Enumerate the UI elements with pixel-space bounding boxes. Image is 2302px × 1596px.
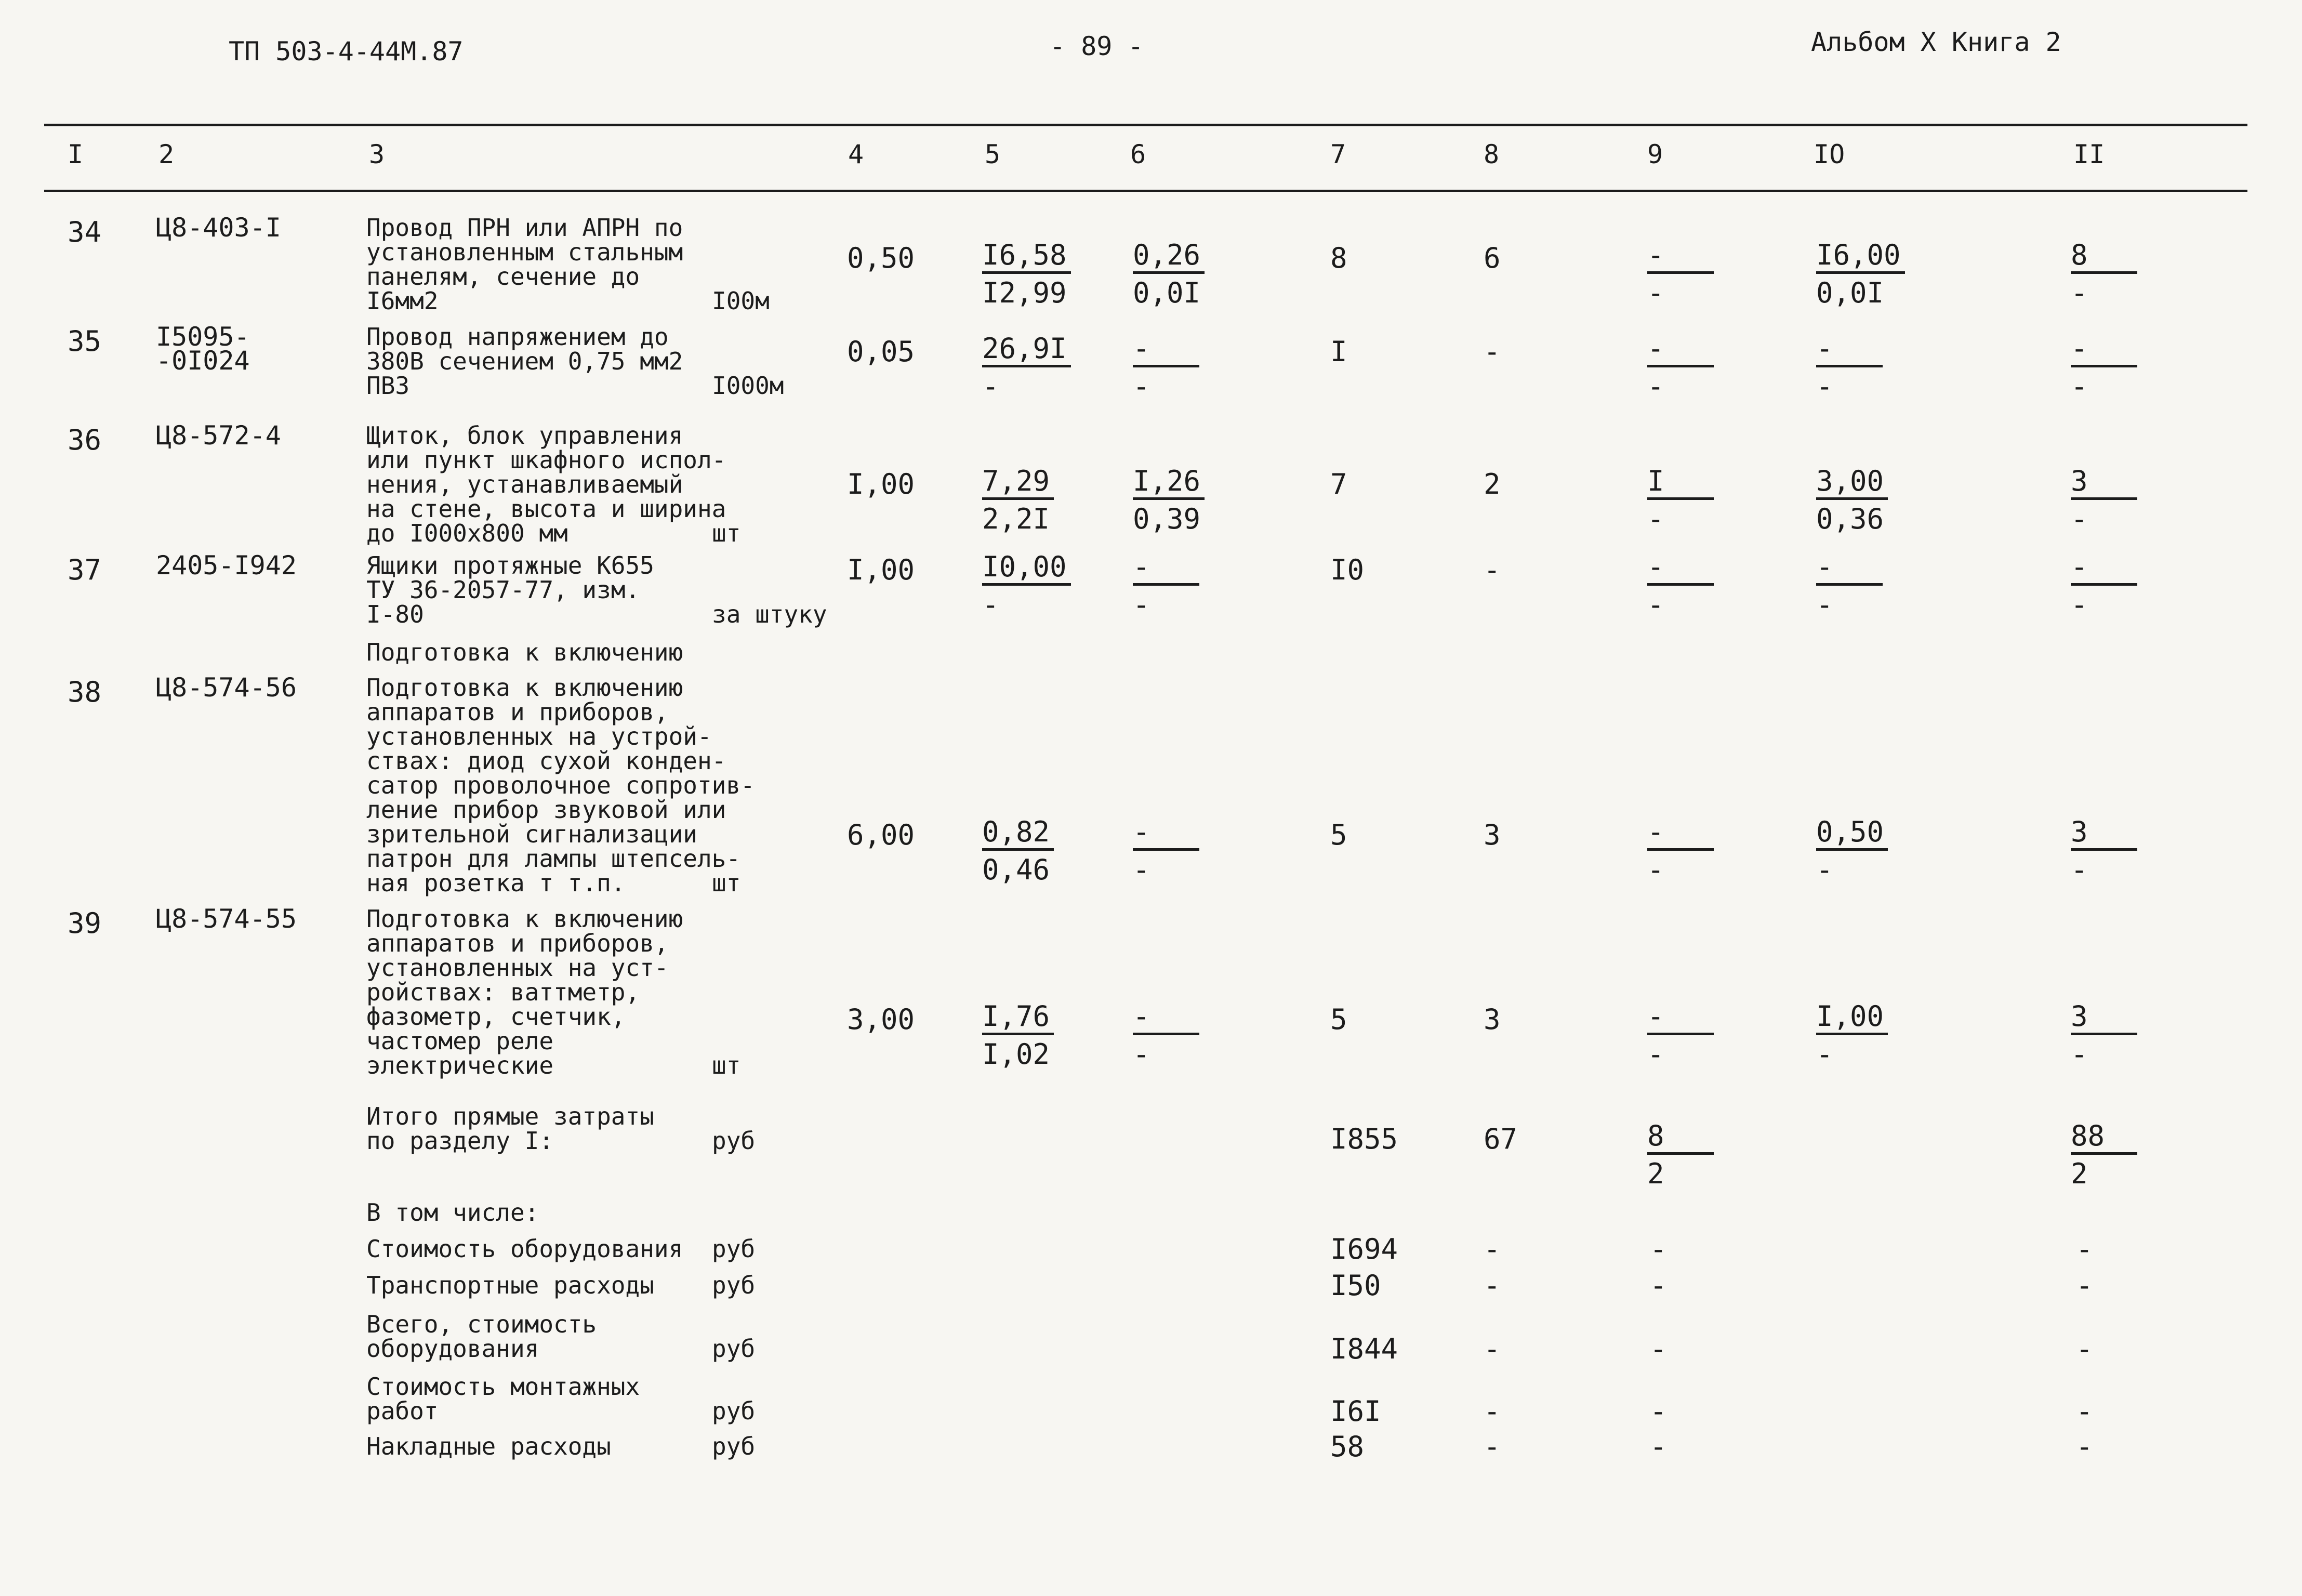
col5-value-numerator: 7,29 — [982, 465, 1054, 500]
col6-value-denominator: - — [1133, 1038, 1150, 1071]
col5-value — [982, 465, 1054, 535]
breakdown-col8: - — [1484, 1395, 1501, 1428]
col11-value — [2071, 816, 2137, 886]
col11-value — [2071, 551, 2137, 621]
totals-label: Итого прямые затраты по разделу I: — [366, 1102, 654, 1155]
col10-value-denominator: 0,36 — [1816, 503, 1884, 535]
col5-value-denominator: - — [982, 370, 999, 403]
row-number: 36 — [68, 424, 102, 456]
col5-value-numerator: I,76 — [982, 1000, 1054, 1035]
col10-value — [1816, 465, 1888, 535]
col5-value-denominator: 0,46 — [982, 853, 1050, 886]
col10-value — [1816, 239, 1905, 309]
col5-value-numerator: 0,82 — [982, 816, 1054, 851]
item-unit: I000м — [712, 372, 784, 400]
item-unit: за штуку — [712, 600, 827, 628]
quantity: 6,00 — [847, 819, 915, 851]
item-code: Ц8-574-56 — [156, 672, 297, 703]
totals-col9-numerator: 8 — [1647, 1120, 1714, 1155]
col5-value-numerator: I0,00 — [982, 551, 1071, 586]
breakdown-col9: - — [1650, 1333, 1667, 1365]
breakdown-label: Накладные расходы — [366, 1432, 611, 1460]
totals-col9-denominator: 2 — [1647, 1157, 1664, 1190]
breakdown-col7: I50 — [1330, 1269, 1381, 1302]
item-description: Подготовка к включению аппаратов и приборов, установленных на устрой- ствах: диод сухой конден- сатор проволочное сопротив- ление прибор звуковой или зрительной сигнализации патрон для лампы штепсель- ная розетка т т.п. — [366, 674, 755, 897]
header-top-rule — [44, 124, 2247, 126]
col7-value: 5 — [1330, 819, 1347, 851]
col9-value-denominator: - — [1647, 503, 1664, 535]
breakdown-col11: - — [2076, 1269, 2093, 1302]
col5-value-denominator: I,02 — [982, 1038, 1050, 1071]
totals-col7: I855 — [1330, 1123, 1398, 1155]
col11-value-numerator: 8 — [2071, 239, 2137, 274]
quantity: 3,00 — [847, 1003, 915, 1036]
breakdown-col7: I6I — [1330, 1395, 1381, 1428]
col10-value-denominator: - — [1816, 853, 1833, 886]
col8-value: - — [1484, 335, 1501, 368]
breakdown-label: Всего, стоимость оборудования — [366, 1310, 597, 1363]
col6-value — [1133, 1000, 1199, 1071]
including-label: В том числе: — [366, 1198, 539, 1226]
col6-value — [1133, 333, 1199, 403]
row-number: 35 — [68, 325, 102, 358]
col8-value: 3 — [1484, 819, 1501, 851]
col9-value-numerator: I — [1647, 465, 1714, 500]
col9-value-denominator: - — [1647, 276, 1664, 309]
document-code: ТП 503-4-44М.87 — [229, 36, 464, 67]
item-unit: шт — [712, 519, 741, 547]
col10-value-numerator: I,00 — [1816, 1000, 1888, 1035]
col8-value: 6 — [1484, 242, 1501, 274]
col9-value — [1647, 551, 1714, 621]
col11-value-denominator: - — [2071, 503, 2088, 535]
totals-unit: руб — [712, 1127, 756, 1155]
column-number-7: 7 — [1330, 139, 1346, 169]
col5-value — [982, 333, 1071, 403]
col6-value-numerator: - — [1133, 816, 1199, 851]
column-number-10: IO — [1814, 139, 1845, 169]
row-number: 37 — [68, 553, 102, 586]
breakdown-col7: I844 — [1330, 1333, 1398, 1365]
row-number: 39 — [68, 907, 102, 940]
breakdown-unit: руб — [712, 1235, 756, 1263]
col10-value-numerator: 3,00 — [1816, 465, 1888, 500]
totals-col11 — [2071, 1120, 2137, 1190]
col6-value — [1133, 816, 1199, 886]
col11-value-numerator: 3 — [2071, 465, 2137, 500]
col7-value: 7 — [1330, 468, 1347, 500]
totals-col9 — [1647, 1120, 1714, 1190]
column-number-8: 8 — [1484, 139, 1500, 169]
col9-value — [1647, 465, 1714, 535]
col8-value: 2 — [1484, 468, 1501, 500]
item-description: Подготовка к включению аппаратов и приборов, установленных на уст- ройствах: ваттметр, фазометр, счетчик, частомер реле электрические — [366, 905, 683, 1079]
col10-value-numerator: 0,50 — [1816, 816, 1888, 851]
col5-value-denominator: I2,99 — [982, 276, 1067, 309]
col9-value-numerator: - — [1647, 551, 1714, 586]
col11-value-denominator: - — [2071, 370, 2088, 403]
col8-value: - — [1484, 553, 1501, 586]
breakdown-col11: - — [2076, 1430, 2093, 1463]
col9-value-numerator: - — [1647, 333, 1714, 367]
col8-value: 3 — [1484, 1003, 1501, 1036]
album-label: Альбом X Книга 2 — [1811, 27, 2061, 57]
col5-value — [982, 239, 1071, 309]
quantity: 0,50 — [847, 242, 915, 274]
column-number-11: II — [2073, 139, 2105, 169]
column-number-4: 4 — [848, 139, 864, 169]
col7-value: I — [1330, 335, 1347, 368]
col5-value — [982, 816, 1054, 886]
item-description: Щиток, блок управления или пункт шкафного испол- нения, устанавливаемый на стене, высота и ширина до I000х800 мм — [366, 421, 726, 547]
column-number-2: 2 — [158, 139, 175, 169]
col11-value-denominator: - — [2071, 276, 2088, 309]
header-bottom-rule — [44, 190, 2247, 192]
col6-value-denominator: 0,39 — [1133, 503, 1201, 535]
col11-value-numerator: 3 — [2071, 816, 2137, 851]
col6-value-numerator: 0,26 — [1133, 239, 1205, 274]
col6-value-denominator: - — [1133, 853, 1150, 886]
col11-value — [2071, 239, 2137, 309]
col10-value-denominator: 0,0I — [1816, 276, 1884, 309]
col9-value-numerator: - — [1647, 1000, 1714, 1035]
col7-value: 8 — [1330, 242, 1347, 274]
col5-value-denominator: 2,2I — [982, 503, 1050, 535]
breakdown-label: Транспортные расходы — [366, 1271, 654, 1299]
col9-value-denominator: - — [1647, 853, 1664, 886]
col5-value-denominator: - — [982, 588, 999, 621]
col7-value: 5 — [1330, 1003, 1347, 1036]
col11-value-denominator: - — [2071, 588, 2088, 621]
col9-value-denominator: - — [1647, 588, 1664, 621]
col11-value — [2071, 333, 2137, 403]
col6-value — [1133, 551, 1199, 621]
column-number-9: 9 — [1647, 139, 1663, 169]
item-unit: шт — [712, 1051, 741, 1079]
breakdown-col8: - — [1484, 1269, 1501, 1302]
item-unit: шт — [712, 869, 741, 897]
col6-value-numerator: - — [1133, 551, 1199, 586]
column-number-5: 5 — [985, 139, 1001, 169]
quantity: I,00 — [847, 553, 915, 586]
col10-value-numerator: I6,00 — [1816, 239, 1905, 274]
item-description: Ящики протяжные К655 ТУ 36-2057-77, изм. I-80 — [366, 551, 654, 628]
col6-value — [1133, 465, 1205, 535]
column-number-1: I — [68, 139, 84, 169]
totals-col8: 67 — [1484, 1123, 1518, 1155]
breakdown-col9: - — [1650, 1430, 1667, 1463]
breakdown-col9: - — [1650, 1395, 1667, 1428]
col11-value-numerator: 3 — [2071, 1000, 2137, 1035]
col10-value-denominator: - — [1816, 370, 1833, 403]
col10-value-numerator: - — [1816, 551, 1883, 586]
col10-value-denominator: - — [1816, 588, 1833, 621]
breakdown-col7: I694 — [1330, 1233, 1398, 1265]
breakdown-unit: руб — [712, 1432, 756, 1460]
breakdown-label: Стоимость оборудования — [366, 1235, 683, 1263]
col9-value — [1647, 816, 1714, 886]
breakdown-col9: - — [1650, 1233, 1667, 1265]
col6-value-denominator: - — [1133, 370, 1150, 403]
breakdown-unit: руб — [712, 1271, 756, 1299]
breakdown-col11: - — [2076, 1333, 2093, 1365]
col11-value-numerator: - — [2071, 333, 2137, 367]
col6-value — [1133, 239, 1205, 309]
item-code: Ц8-574-55 — [156, 904, 297, 934]
col9-value-numerator: - — [1647, 816, 1714, 851]
breakdown-col8: - — [1484, 1333, 1501, 1365]
breakdown-col8: - — [1484, 1430, 1501, 1463]
col10-value — [1816, 1000, 1888, 1071]
item-code: 2405-I942 — [156, 550, 297, 581]
col6-value-numerator: - — [1133, 333, 1199, 367]
column-number-6: 6 — [1130, 139, 1146, 169]
col7-value: I0 — [1330, 553, 1365, 586]
item-description: Провод напряжением до 380В сечением 0,75 мм2 ПВЗ — [366, 323, 683, 400]
page-number: - 89 - — [1050, 31, 1144, 61]
col10-value — [1816, 816, 1888, 886]
col11-value-denominator: - — [2071, 853, 2088, 886]
col9-value — [1647, 333, 1714, 403]
col5-value-numerator: 26,9I — [982, 333, 1071, 367]
row-number: 38 — [68, 676, 102, 708]
col9-value-denominator: - — [1647, 1038, 1664, 1071]
col5-value — [982, 1000, 1054, 1071]
quantity: 0,05 — [847, 335, 915, 368]
column-number-3: 3 — [369, 139, 385, 169]
col5-value — [982, 551, 1071, 621]
col9-value — [1647, 239, 1714, 309]
section-title: Подготовка к включению — [366, 638, 683, 666]
col9-value-numerator: - — [1647, 239, 1714, 274]
col6-value-denominator: 0,0I — [1133, 276, 1201, 309]
breakdown-unit: руб — [712, 1397, 756, 1425]
item-description: Провод ПРН или АПРН по установленным стальным панелям, сечение до I6мм2 — [366, 214, 683, 315]
breakdown-col9: - — [1650, 1269, 1667, 1302]
totals-col11-denominator: 2 — [2071, 1157, 2088, 1190]
col6-value-numerator: I,26 — [1133, 465, 1205, 500]
item-code: Ц8-572-4 — [156, 420, 281, 451]
row-number: 34 — [68, 216, 102, 248]
col9-value-denominator: - — [1647, 370, 1664, 403]
col5-value-numerator: I6,58 — [982, 239, 1071, 274]
breakdown-col11: - — [2076, 1233, 2093, 1265]
breakdown-col8: - — [1484, 1233, 1501, 1265]
col11-value — [2071, 465, 2137, 535]
col6-value-numerator: - — [1133, 1000, 1199, 1035]
col10-value — [1816, 333, 1883, 403]
breakdown-col7: 58 — [1330, 1430, 1365, 1463]
item-code: Ц8-403-I — [156, 213, 281, 243]
breakdown-col11: - — [2076, 1395, 2093, 1428]
col11-value-denominator: - — [2071, 1038, 2088, 1071]
totals-col11-numerator: 88 — [2071, 1120, 2137, 1155]
breakdown-unit: руб — [712, 1335, 756, 1363]
col6-value-denominator: - — [1133, 588, 1150, 621]
col11-value — [2071, 1000, 2137, 1071]
col9-value — [1647, 1000, 1714, 1071]
item-unit: I00м — [712, 287, 770, 315]
item-code: I5095- -0I024 — [156, 322, 250, 376]
col10-value-denominator: - — [1816, 1038, 1833, 1071]
quantity: I,00 — [847, 468, 915, 500]
col11-value-numerator: - — [2071, 551, 2137, 586]
col10-value — [1816, 551, 1883, 621]
col10-value-numerator: - — [1816, 333, 1883, 367]
breakdown-label: Стоимость монтажных работ — [366, 1373, 640, 1425]
